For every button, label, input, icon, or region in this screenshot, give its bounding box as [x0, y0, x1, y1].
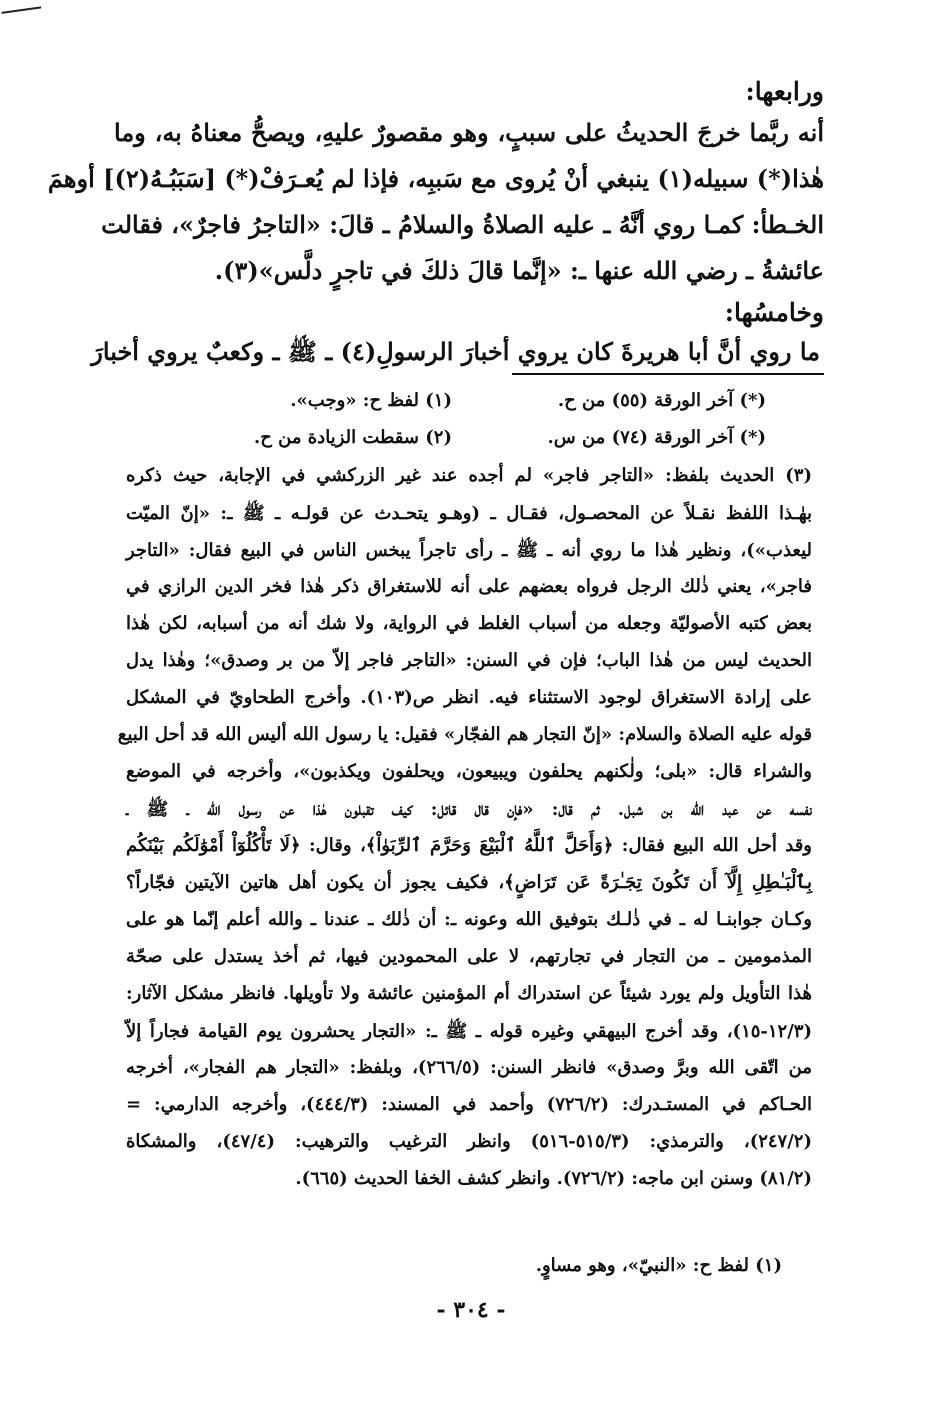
footnote-3-line: بِٱلْبَـٰطِلِ إِلَّآ أَن تَكُونَ تِجَـٰرَةً عَن تَرَاضٍ﴾، فكيف يجوز أن يكون أهل هاتين الآيتين فجّاراً؟ [126, 872, 812, 893]
footnote-3-line: الحديث ليس من هٰذا الباب؛ فإن في السنن: «التاجر فاجر إلاّ من بر وصدق»؛ وهٰذا يدل [126, 650, 812, 671]
footnote-3-line: (٣) الحديث بلفظ: «التاجر فاجر» لم أجده عند غير الزركشي في الإجابة، حيث ذكره [126, 465, 812, 486]
footnote-variant-2: (٢) سقطت الزيادة من ح. [253, 427, 452, 448]
footnote-variant-1: (١) لفظ ح: «وجب». [290, 390, 452, 411]
footnote-3-line: على إرادة الاستغراق لوجود الاستثناء فيه. انظر ص(١٠٣). وأخرج الطحاويّ في المشكل [126, 687, 812, 708]
section-heading-fifth: وخامسُها: [724, 298, 824, 327]
footnote-3-line: (٢٤٧/٢)، والترمذي: (٥١٥/٣-٥١٦) وانظر الترغيب والترهيب: (٤٧/٤)، والمشكاة [126, 1131, 812, 1152]
footnote-3-line: بعض كتبه الأصوليّة وجعله من أسباب الغلط في الرواية، ولا شك أنه من أسبابه، لكن هٰذا [126, 613, 813, 634]
footnote-3-line: هٰذا التأويل ولم يورد شيئاً عن استدراك أم المؤمنين عائشة ولا تأويلها. فانظر مشكل الآثار: [126, 983, 812, 1004]
footnote-3-line: قوله عليه الصلاة والسلام: «إنّ التجار هم الفجّار» فقيل: يا رسول الله أليس الله قد أحل البيع [117, 724, 812, 745]
page-number: - ٣٠٤ - [436, 1297, 506, 1323]
main-text-line: عائشةُ ـ رضي الله عنها ـ: «إنَّما قالَ ذلكَ في تاجرٍ دلَّس»(٣). [214, 256, 824, 285]
main-text-line: ما روي أنَّ أبا هريرةَ كان يروي أخبارَ الرسولِ(٤) ـ ﷺ ـ وكعبٌ يروي أخبارَ [91, 337, 820, 366]
footnote-3-line: (٨١/٢) وسنن ابن ماجه: (٧٢٦/٢). وانظر كشف الخفا الحديث (٦٦٥). [295, 1168, 812, 1189]
footnote-3-line: نفسه عن عبد الله بن شبل. ثم قال: «فإن قال قائل: كيف تقبلون هٰذا عن رسول الله ـ ﷺ ـ [126, 799, 812, 820]
footnote-3-line: ليعذب»)، ونظير هٰذا ما روي أنه ـ ﷺ ـ رأى تاجراً يبخس الناس في البيع فقال: «التاجر [126, 540, 812, 561]
footnote-3-line: المذمومين ـ من التجار في تجارتهم، لا على المحمودين فيها، ثم أخذ يستدل على صحّة [126, 946, 812, 967]
main-text-line: هٰذا(*) سبيله(١) ينبغي أنْ يُروى مع سَببِه، فإذا لم يُعـرَفْ(*) [سَبَبُـهُ(٢)] أوهمَ [47, 164, 824, 193]
footnote-3-line: وكـان جوابنـا له ـ في ذٰلـك بتوفيق الله وعونه ـ: أن ذٰلك ـ عندنا ـ والله أعلم إنّما هو على [126, 909, 812, 930]
footnote-3-line: فاجر»، يعني ذٰلك الرجل فرواه بعضهم على أنه للاستغراق ذكر هٰذا فخر الدين الرازي في [126, 576, 812, 597]
footnote-divider [512, 373, 824, 375]
footnote-3-line: من اتّقى الله وبرَّ وصدق» فانظر السنن: (٢٦٦/٥)، وبلفظ: «التجار هم الفجار»، أخرجه [126, 1057, 812, 1078]
footnote-3-line: وقد أحل الله البيع فقال: ﴿وَأَحَلَّ ٱللَّهُ ٱلْبَيْعَ وَحَرَّمَ ٱلرِّبَوٰاْ﴾، وقال: ﴿لَا تَأْكُلُوٓاْ أَمْوَٰلَكُم بَيْنَكُم [126, 835, 812, 856]
footnote-3-line: (١٢/٣-١٥)، وقد أخرج البيهقي وغيره قوله ـ ﷺ ـ: «التجار يحشرون يوم القيامة فجاراً إلاّ [126, 1021, 812, 1042]
footnote-3-line: والشراء قال: «بلى؛ ولٰكنهم يحلفون ويبيعون، ويحلفون ويكذبون»، وأخرجه في الموضع [126, 761, 812, 782]
footnote-3-line: بهٰـذا اللفظ نقـلاً عن المحصـول، فقـال ـ (وهـو يتحـدث عن قولـه ـ ﷺ ـ: «إنّ الميّت [126, 503, 812, 524]
scan-corner-mark [0, 0, 41, 14]
main-text-line: أنه ربَّما خرجَ الحديثُ على سببٍ، وهو مقصورٌ عليهِ، ويصحُّ معناهُ به، وما [114, 118, 824, 147]
footnote-4: (١) لفظ ح: «النبيّ»، وهو مساوٍ. [535, 1255, 782, 1276]
section-heading-fourth: ورابعها: [745, 77, 824, 106]
footnote-ref-manuscript-h: (*) آخر الورقة (٥٥) من ح. [557, 390, 766, 411]
main-text-line: الخـطأ: كمـا روي أنَّهُ ـ عليه الصلاةُ والسلامُ ـ قالَ: «التاجرُ فاجرٌ»، فقالت [101, 210, 824, 239]
footnote-ref-manuscript-s: (*) آخر الورقة (٧٤) من س. [547, 427, 766, 448]
footnote-3-line: الحـاكم في المستـدرك: (٧٢٦/٢) وأحمد في المسند: (٤٤٤/٣)، وأخرجه الدارمي: = [126, 1094, 812, 1115]
